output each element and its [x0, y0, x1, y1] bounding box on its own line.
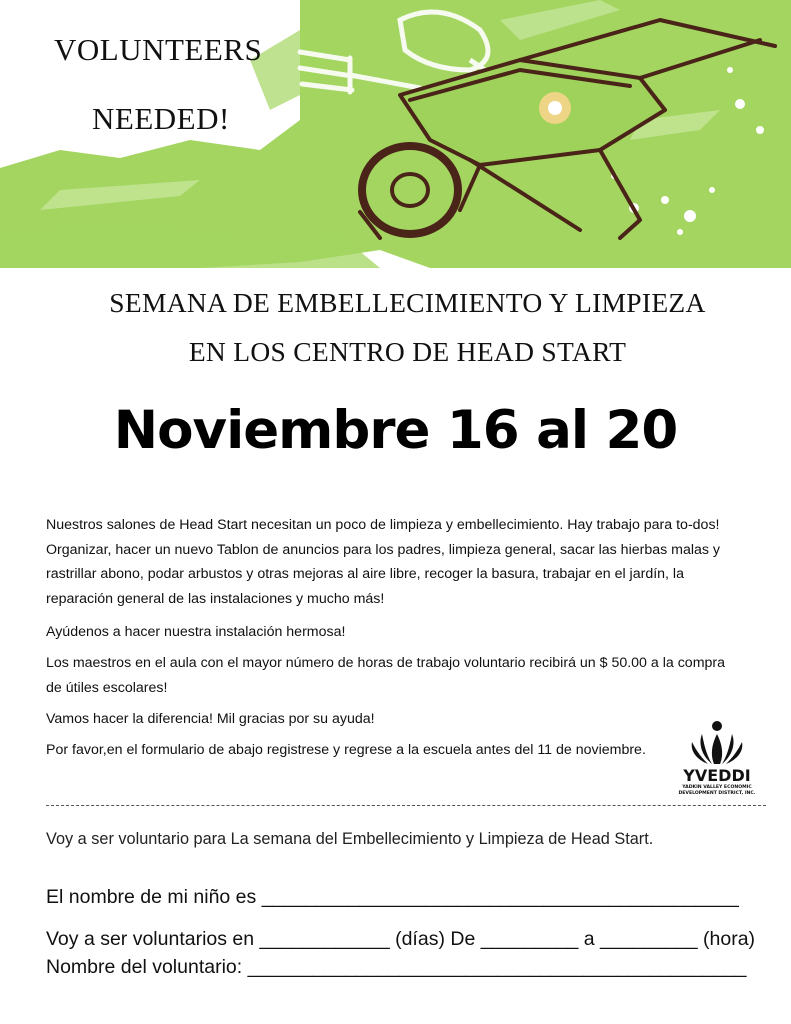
- volunteer-days-field[interactable]: Voy a ser voluntarios en ____________ (días) De _________ a _________ (hora): [46, 928, 756, 950]
- logo-subtitle: YADKIN VALLEY ECONOMIC DEVELOPMENT DISTRICT, INC.: [678, 785, 756, 796]
- needed-heading: NEEDED!: [92, 101, 230, 136]
- event-title-line2: EN LOS CENTRO DE HEAD START: [188, 336, 627, 367]
- volunteers-heading: VOLUNTEERS: [54, 32, 263, 67]
- description-paragraph: Nuestros salones de Head Start necesitan un poco de limpieza y embellecimiento. Hay trabajo para to-dos! Organizar, hacer un nuevo Tablon de anuncios para los padres, limpieza general, sacar las hierbas malas y rastrillar abono, podar arbustos y otras mejoras al aire libre, recoger la basura, trabajar en el jardín, la reparación general de las instalaciones y mucho más!: [46, 517, 721, 607]
- cut-line-divider: [46, 805, 766, 806]
- thanks-paragraph: Vamos hacer la diferencia! Mil gracias por su ayuda!: [46, 711, 375, 727]
- appeal-paragraph: Ayúdenos a hacer nuestra instalación hermosa!: [46, 624, 346, 640]
- instructions-paragraph: Por favor,en el formulario de abajo registrese y regrese a la escuela antes del 11 de noviembre.: [46, 742, 646, 758]
- form-intro: Voy a ser voluntario para La semana del Embellecimiento y Limpieza de Head Start.: [46, 830, 654, 848]
- event-dates: Noviembre 16 al 20: [113, 400, 678, 461]
- event-title-line1: SEMANA DE EMBELLECIMIENTO Y LIMPIEZA: [109, 287, 706, 318]
- volunteer-name-field[interactable]: Nombre del voluntario: ______________________________________________: [46, 956, 747, 978]
- prize-paragraph: Los maestros en el aula con el mayor número de horas de trabajo voluntario recibirá un $ 50.00 a la compra de útiles escolares!: [46, 655, 726, 696]
- child-name-field[interactable]: El nombre de mi niño es ____________________________________________: [46, 886, 739, 908]
- logo-name: YVEDDI: [683, 766, 751, 785]
